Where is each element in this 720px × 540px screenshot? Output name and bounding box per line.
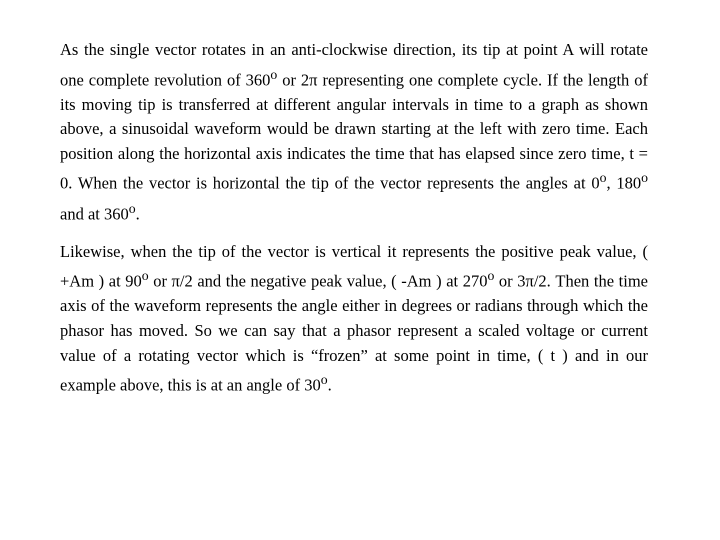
text-run: Likewise, when the tip of the vector is vertical it represents the positive peak value, ( +Am ) at 90 bbox=[60, 241, 648, 291]
degree-superscript: o bbox=[270, 66, 278, 82]
text-run: As the single vector rotates in an anti-clockwise direction, its tip at point A will rotate one complete revolution of 360 bbox=[60, 40, 648, 90]
paragraph-peak-values bbox=[60, 240, 648, 399]
degree-superscript: o bbox=[487, 268, 495, 284]
degree-superscript: o bbox=[320, 372, 328, 388]
degree-superscript: o bbox=[141, 268, 149, 284]
text-run: . bbox=[135, 204, 140, 224]
paragraph-rotating-vector bbox=[60, 38, 648, 227]
text-run: or 2π representing one complete cycle. If the length of its moving tip is transferred at different angular intervals in time to a graph as shown above, a sinusoidal waveform would be drawn starting at the left with zero time. Each position along the horizontal axis indicates the time that has elapsed since zero time, t = 0. When the vector is horizontal the tip of the vector represents the angles at 0 bbox=[60, 70, 648, 193]
text-run: , 180 bbox=[606, 173, 642, 193]
text-run: or π/2 and the negative peak value, ( -Am ) at 270 bbox=[148, 271, 488, 291]
text-run: or 3π/2. Then the time axis of the waveform represents the angle either in degrees or radians through which the phasor has moved. So we can say that a phasor represent a scaled voltage or current value of a rotating vector which is “frozen” at some point in time, ( t ) and in our example above, this is at an angle of 30 bbox=[60, 271, 648, 395]
degree-superscript: o bbox=[128, 200, 136, 216]
document-page bbox=[60, 38, 648, 411]
text-run: and at 360 bbox=[60, 204, 129, 224]
degree-superscript: o bbox=[641, 170, 648, 186]
degree-superscript: o bbox=[599, 170, 607, 186]
text-run: . bbox=[327, 375, 332, 395]
